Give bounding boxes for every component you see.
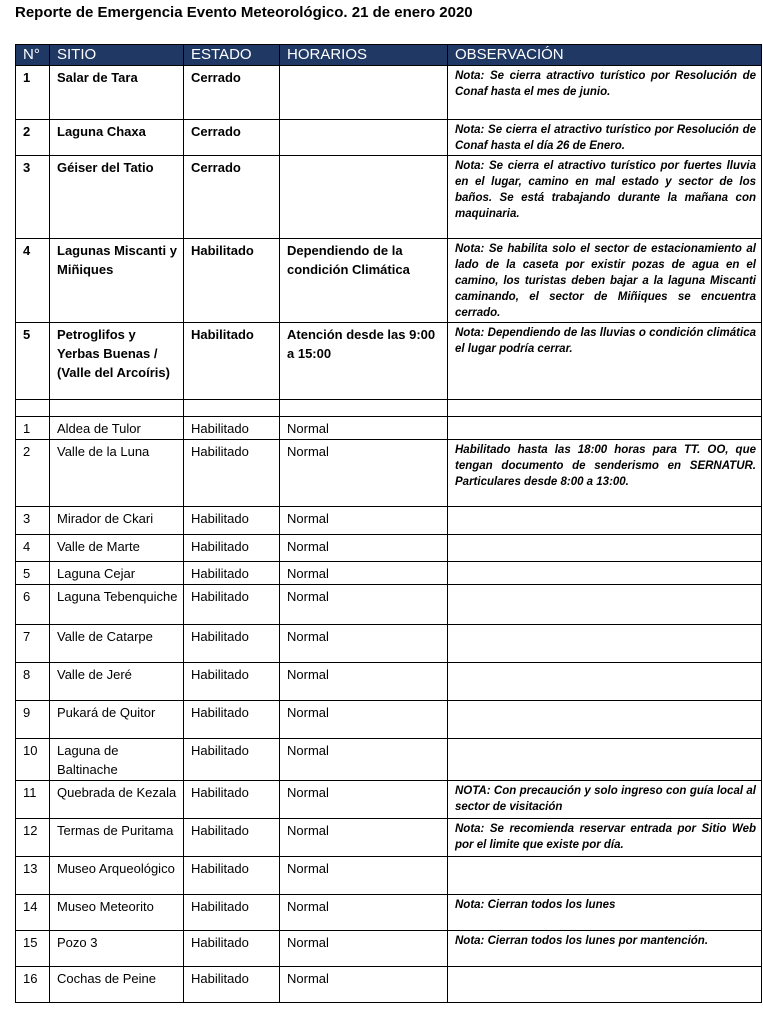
site-status: Habilitado	[184, 857, 280, 895]
site-status: Habilitado	[184, 819, 280, 857]
row-number: 13	[16, 857, 50, 895]
site-status: Habilitado	[184, 440, 280, 507]
site-name: Valle de la Luna	[50, 440, 184, 507]
site-hours: Normal	[280, 967, 448, 1003]
site-name: Valle de Catarpe	[50, 625, 184, 663]
site-hours: Normal	[280, 507, 448, 535]
site-status: Habilitado	[184, 701, 280, 739]
row-number: 16	[16, 967, 50, 1003]
site-name: Aldea de Tulor	[50, 417, 184, 440]
spacer-cell	[280, 400, 448, 417]
site-hours: Normal	[280, 625, 448, 663]
site-hours: Normal	[280, 417, 448, 440]
site-hours: Normal	[280, 781, 448, 819]
table-row	[16, 895, 762, 931]
site-hours: Normal	[280, 663, 448, 701]
site-status: Cerrado	[184, 156, 280, 239]
row-number: 4	[16, 535, 50, 562]
site-hours: Normal	[280, 739, 448, 781]
site-observation: Nota: Se recomienda reservar entrada por Sitio Web por el limite que existe por día.	[448, 819, 762, 857]
row-number: 8	[16, 663, 50, 701]
site-name: Laguna Cejar	[50, 562, 184, 585]
site-status: Habilitado	[184, 323, 280, 400]
row-number: 5	[16, 562, 50, 585]
header-state: ESTADO	[184, 45, 280, 66]
site-name: Pozo 3	[50, 931, 184, 967]
site-status: Habilitado	[184, 507, 280, 535]
site-status: Habilitado	[184, 663, 280, 701]
row-number: 1	[16, 417, 50, 440]
row-number: 7	[16, 625, 50, 663]
spacer-cell	[50, 400, 184, 417]
site-status: Habilitado	[184, 417, 280, 440]
row-number: 2	[16, 440, 50, 507]
row-number: 3	[16, 156, 50, 239]
table-row	[16, 440, 762, 507]
site-observation	[448, 417, 762, 440]
site-status: Habilitado	[184, 739, 280, 781]
site-hours	[280, 156, 448, 239]
site-name: Mirador de Ckari	[50, 507, 184, 535]
site-observation: Nota: Se cierra el atractivo turístico por Resolución de Conaf hasta el día 26 de Enero.	[448, 120, 762, 156]
row-number: 12	[16, 819, 50, 857]
site-status: Habilitado	[184, 625, 280, 663]
site-hours	[280, 120, 448, 156]
table-row	[16, 967, 762, 1003]
table-spacer-row	[16, 400, 762, 417]
table-row	[16, 585, 762, 625]
header-num: N°	[16, 45, 50, 66]
row-number: 1	[16, 66, 50, 120]
site-status: Habilitado	[184, 781, 280, 819]
table-row	[16, 507, 762, 535]
site-observation	[448, 562, 762, 585]
site-name: Cochas de Peine	[50, 967, 184, 1003]
site-hours: Normal	[280, 895, 448, 931]
site-status: Cerrado	[184, 120, 280, 156]
table-row	[16, 535, 762, 562]
site-observation	[448, 739, 762, 781]
site-observation: Nota: Dependiendo de las lluvias o condición climática el lugar podría cerrar.	[448, 323, 762, 400]
site-status: Habilitado	[184, 931, 280, 967]
site-name: Laguna Chaxa	[50, 120, 184, 156]
site-observation: Nota: Cierran todos los lunes	[448, 895, 762, 931]
site-observation	[448, 585, 762, 625]
table-row	[16, 701, 762, 739]
table-row	[16, 120, 762, 156]
site-hours	[280, 66, 448, 120]
site-observation: Nota: Se habilita solo el sector de estacionamiento al lado de la caseta por existir pozas de agua en el camino, los turistas deben bajar a la laguna Miscanti caminando, el sector de Miñiques se encuentra cerrado.	[448, 239, 762, 323]
site-hours: Normal	[280, 931, 448, 967]
table-row	[16, 819, 762, 857]
site-hours: Atención desde las 9:00 a 15:00	[280, 323, 448, 400]
site-name: Lagunas Miscanti y Miñiques	[50, 239, 184, 323]
site-status: Habilitado	[184, 562, 280, 585]
site-hours: Normal	[280, 857, 448, 895]
row-number: 3	[16, 507, 50, 535]
header-observation: OBSERVACIÓN	[448, 45, 762, 66]
site-status: Habilitado	[184, 895, 280, 931]
site-hours: Dependiendo de la condición Climática	[280, 239, 448, 323]
table-row	[16, 625, 762, 663]
table-row	[16, 739, 762, 781]
spacer-cell	[184, 400, 280, 417]
site-observation: Nota: Se cierra el atractivo turístico por fuertes lluvia en el lugar, camino en mal estado y sector de los baños. Se está trabajando durante la mañana con maquinaria.	[448, 156, 762, 239]
table-row	[16, 781, 762, 819]
site-name: Museo Meteorito	[50, 895, 184, 931]
site-name: Quebrada de Kezala	[50, 781, 184, 819]
site-name: Termas de Puritama	[50, 819, 184, 857]
row-number: 2	[16, 120, 50, 156]
emergency-report-table	[15, 44, 762, 1003]
site-hours: Normal	[280, 440, 448, 507]
row-number: 11	[16, 781, 50, 819]
site-name: Petroglifos y Yerbas Buenas / (Valle del Arcoíris)	[50, 323, 184, 400]
table-row	[16, 239, 762, 323]
table-row	[16, 857, 762, 895]
spacer-cell	[448, 400, 762, 417]
site-hours: Normal	[280, 819, 448, 857]
row-number: 14	[16, 895, 50, 931]
site-name: Laguna Tebenquiche	[50, 585, 184, 625]
row-number: 10	[16, 739, 50, 781]
site-hours: Normal	[280, 535, 448, 562]
site-observation: Nota: Cierran todos los lunes por mantención.	[448, 931, 762, 967]
row-number: 5	[16, 323, 50, 400]
header-site: SITIO	[50, 45, 184, 66]
site-observation	[448, 663, 762, 701]
site-hours: Normal	[280, 701, 448, 739]
site-name: Valle de Marte	[50, 535, 184, 562]
header-hours: HORARIOS	[280, 45, 448, 66]
site-name: Museo Arqueológico	[50, 857, 184, 895]
site-name: Géiser del Tatio	[50, 156, 184, 239]
site-observation	[448, 507, 762, 535]
site-status: Habilitado	[184, 239, 280, 323]
table-row	[16, 562, 762, 585]
table-row	[16, 66, 762, 120]
site-hours: Normal	[280, 562, 448, 585]
site-observation: Nota: Se cierra atractivo turístico por Resolución de Conaf hasta el mes de junio.	[448, 66, 762, 120]
site-observation	[448, 535, 762, 562]
site-observation	[448, 701, 762, 739]
table-row	[16, 663, 762, 701]
site-observation: NOTA: Con precaución y solo ingreso con guía local al sector de visitación	[448, 781, 762, 819]
row-number: 4	[16, 239, 50, 323]
table-header-row	[16, 45, 762, 66]
table-row	[16, 156, 762, 239]
spacer-cell	[16, 400, 50, 417]
site-status: Habilitado	[184, 585, 280, 625]
site-name: Pukará de Quitor	[50, 701, 184, 739]
site-observation	[448, 625, 762, 663]
site-observation: Habilitado hasta las 18:00 horas para TT. OO, que tengan documento de senderismo en SERNATUR. Particulares desde 8:00 a 13:00.	[448, 440, 762, 507]
table-row	[16, 417, 762, 440]
site-observation	[448, 967, 762, 1003]
row-number: 9	[16, 701, 50, 739]
report-title: Reporte de Emergencia Evento Meteorológico. 21 de enero 2020	[15, 4, 473, 21]
table-row	[16, 323, 762, 400]
site-status: Habilitado	[184, 967, 280, 1003]
row-number: 6	[16, 585, 50, 625]
site-name: Salar de Tara	[50, 66, 184, 120]
site-observation	[448, 857, 762, 895]
site-name: Laguna de Baltinache	[50, 739, 184, 781]
site-status: Cerrado	[184, 66, 280, 120]
site-name: Valle de Jeré	[50, 663, 184, 701]
row-number: 15	[16, 931, 50, 967]
site-status: Habilitado	[184, 535, 280, 562]
site-hours: Normal	[280, 585, 448, 625]
table-row	[16, 931, 762, 967]
